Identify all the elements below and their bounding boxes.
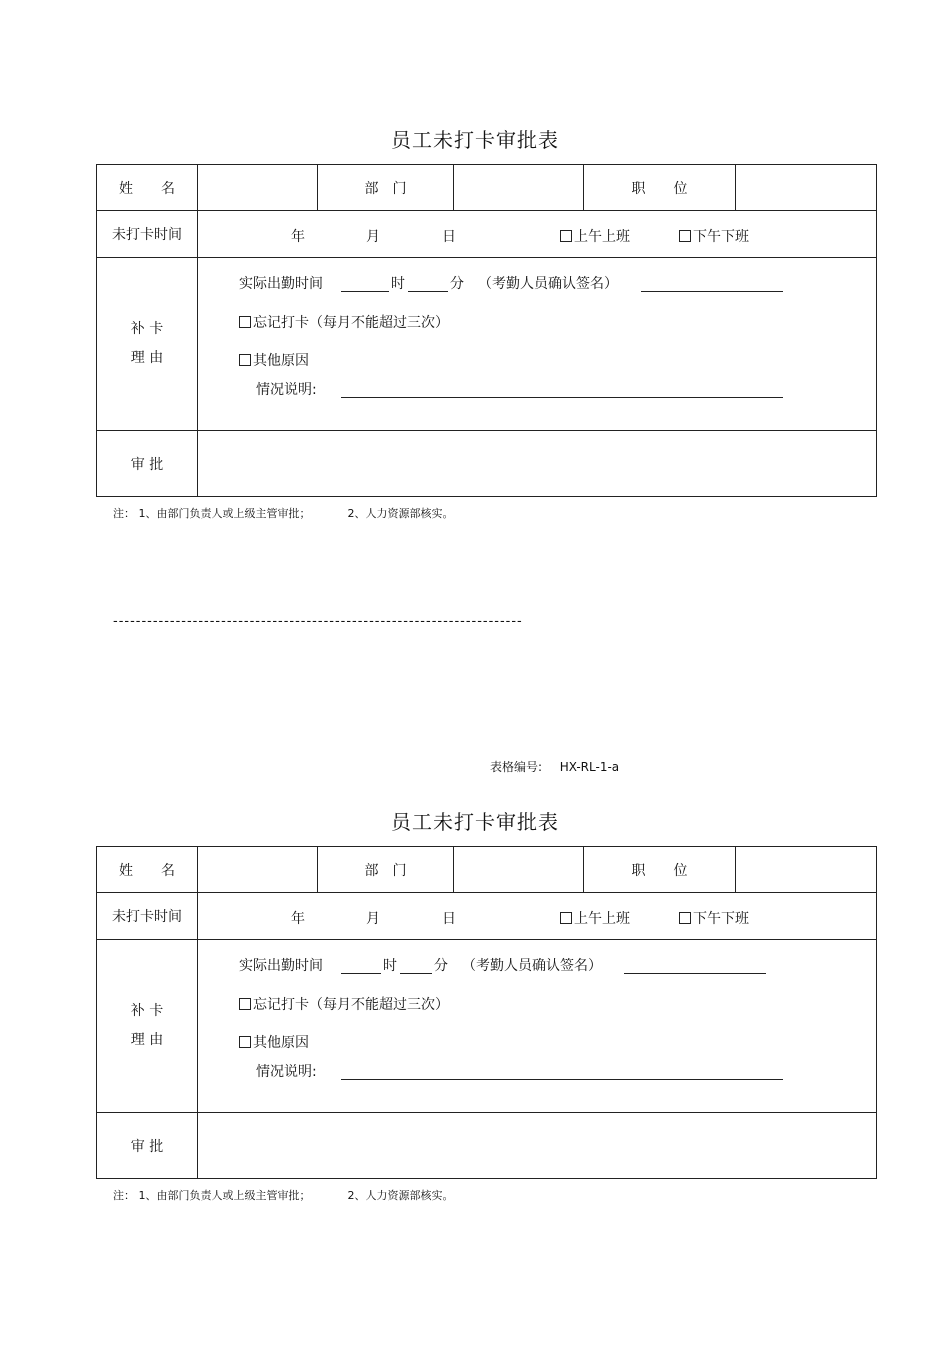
approval-label: 审 批 xyxy=(97,1113,198,1179)
checkbox-icon xyxy=(679,912,691,924)
name-label: 姓 名 xyxy=(97,847,198,893)
form-code-value: HX-RL-1-a xyxy=(559,760,620,774)
other-checkbox[interactable]: 其他原因 xyxy=(239,1032,309,1052)
note-1: 注： 1、由部门负责人或上级主管审批； xyxy=(113,507,311,520)
confirm-sign-input[interactable] xyxy=(641,291,783,292)
checkbox-icon xyxy=(239,998,251,1010)
missed-time-cell xyxy=(198,211,877,258)
form1-table xyxy=(96,164,877,497)
checkbox-icon xyxy=(239,354,251,366)
reason-cell xyxy=(198,258,877,431)
reason-label-line1: 补 卡 xyxy=(130,1003,164,1019)
hour-label: 时 xyxy=(383,958,397,974)
approval-field[interactable] xyxy=(198,431,877,497)
other-checkbox[interactable]: 其他原因 xyxy=(239,350,309,370)
pm-checkbox[interactable]: 下午下班 xyxy=(679,226,749,246)
name-field[interactable] xyxy=(198,165,318,211)
form-code xyxy=(490,758,619,775)
hour-input[interactable] xyxy=(341,973,381,974)
forgot-checkbox[interactable]: 忘记打卡（每月不能超过三次） xyxy=(239,994,449,1014)
pm-checkbox[interactable]: 下午下班 xyxy=(679,908,749,928)
hour-label: 时 xyxy=(391,276,405,292)
hour-input[interactable] xyxy=(341,291,389,292)
month-label: 月 xyxy=(366,229,380,245)
am-checkbox[interactable]: 上午上班 xyxy=(560,226,630,246)
name-label: 姓 名 xyxy=(97,165,198,211)
form2-note xyxy=(113,1187,454,1203)
month-label: 月 xyxy=(366,911,380,927)
checkbox-icon xyxy=(560,912,572,924)
dept-field[interactable] xyxy=(454,165,584,211)
cut-separator: ------------------------------------------------------------------------ xyxy=(113,614,523,629)
position-field[interactable] xyxy=(736,847,877,893)
dept-field[interactable] xyxy=(454,847,584,893)
missed-time-label: 未打卡时间 xyxy=(97,893,198,940)
reason-label-line1: 补 卡 xyxy=(130,321,164,337)
form1 xyxy=(96,164,876,497)
day-label: 日 xyxy=(442,229,456,245)
minute-label: 分 xyxy=(434,958,448,974)
year-label: 年 xyxy=(291,229,305,245)
position-field[interactable] xyxy=(736,165,877,211)
minute-label: 分 xyxy=(450,276,464,292)
approval-label: 审 批 xyxy=(97,431,198,497)
form1-title: 员工未打卡审批表 xyxy=(391,128,559,152)
form2-title: 员工未打卡审批表 xyxy=(391,810,559,834)
reason-label-line2: 理 由 xyxy=(130,350,164,366)
note-1: 注： 1、由部门负责人或上级主管审批； xyxy=(113,1189,311,1202)
approval-field[interactable] xyxy=(198,1113,877,1179)
day-label: 日 xyxy=(442,911,456,927)
missed-time-label: 未打卡时间 xyxy=(97,211,198,258)
note-2: 2、人力资源部核实。 xyxy=(347,1189,454,1202)
checkbox-icon xyxy=(239,1036,251,1048)
form-code-label: 表格编号: xyxy=(490,760,543,774)
forgot-checkbox[interactable]: 忘记打卡（每月不能超过三次） xyxy=(239,312,449,332)
reason-label xyxy=(97,258,198,431)
reason-label xyxy=(97,940,198,1113)
reason-label-line2: 理 由 xyxy=(130,1032,164,1048)
name-field[interactable] xyxy=(198,847,318,893)
form1-note xyxy=(113,505,454,521)
checkbox-icon xyxy=(239,316,251,328)
year-label: 年 xyxy=(291,911,305,927)
dept-label: 部 门 xyxy=(318,847,454,893)
confirm-sign-label: （考勤人员确认签名） xyxy=(478,276,618,292)
note-2: 2、人力资源部核实。 xyxy=(347,507,454,520)
explain-input[interactable] xyxy=(341,397,783,398)
minute-input[interactable] xyxy=(408,291,448,292)
dept-label: 部 门 xyxy=(318,165,454,211)
position-label: 职 位 xyxy=(584,165,736,211)
actual-time-label: 实际出勤时间 xyxy=(239,958,323,974)
minute-input[interactable] xyxy=(400,973,432,974)
position-label: 职 位 xyxy=(584,847,736,893)
explain-label: 情况说明: xyxy=(256,382,317,398)
confirm-sign-label: （考勤人员确认签名） xyxy=(462,958,602,974)
form2 xyxy=(96,846,876,1179)
form2-table xyxy=(96,846,877,1179)
missed-time-cell xyxy=(198,893,877,940)
explain-input[interactable] xyxy=(341,1079,783,1080)
am-checkbox[interactable]: 上午上班 xyxy=(560,908,630,928)
checkbox-icon xyxy=(560,230,572,242)
checkbox-icon xyxy=(679,230,691,242)
confirm-sign-input[interactable] xyxy=(624,973,766,974)
reason-cell xyxy=(198,940,877,1113)
actual-time-label: 实际出勤时间 xyxy=(239,276,323,292)
explain-label: 情况说明: xyxy=(256,1064,317,1080)
